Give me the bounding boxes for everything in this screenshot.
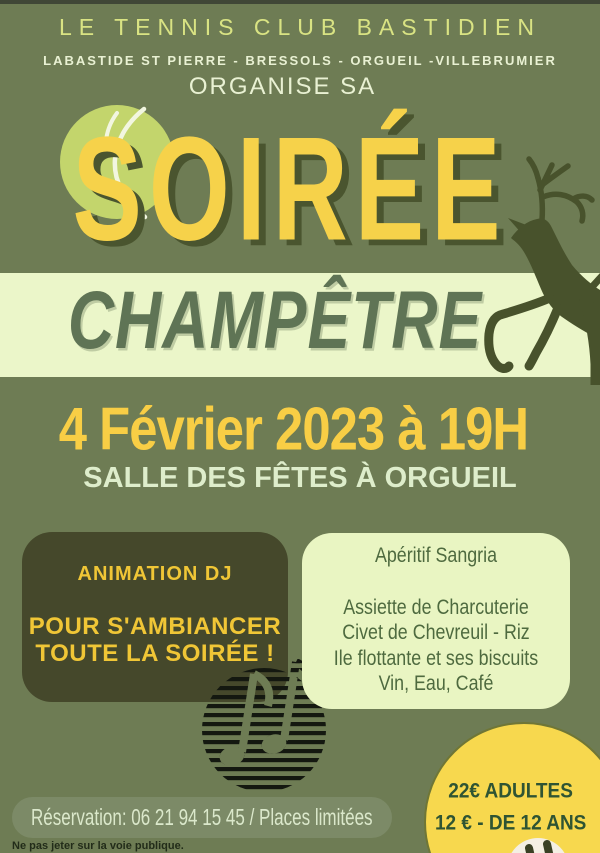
event-title: SOIRÉE [72,107,508,273]
menu-item: Vin, Eau, Café [378,672,494,695]
dj-panel-text-2: TOUTE LA SOIRÉE ! [35,640,275,667]
event-venue: SALLE DES FÊTES À ORGUEIL [83,462,517,494]
dj-panel-title: ANIMATION DJ [77,563,233,585]
event-date: 4 Février 2023 à 19H [58,395,529,463]
dj-panel-text-1: POUR S'AMBIANCER [28,613,282,640]
price-adults: 22€ ADULTES [448,779,574,803]
top-edge-strip [0,0,600,4]
price-children: 12 € - DE 12 ANS [435,811,587,835]
towns-subtitle: LABASTIDE ST PIERRE - BRESSOLS - ORGUEIL -VILLEBRUMIER [43,53,557,68]
menu-item: Ile flottante et ses biscuits [333,646,539,670]
price-bubble [424,722,600,853]
legal-notice: Ne pas jeter sur la voie publique. [12,840,184,852]
menu-item: Civet de Chevreuil - Riz [342,621,530,644]
reservation-bar [12,797,392,838]
event-subtitle: CHAMPÊTRE [67,273,483,367]
menu-panel [302,533,570,709]
menu-item: Assiette de Charcuterie [343,595,529,619]
deer-icon [455,140,600,385]
menu-item: Apéritif Sangria [374,544,498,567]
club-title: LE TENNIS CLUB BASTIDIEN [59,14,541,40]
organise-line: ORGANISE SA [188,73,377,100]
reservation-text: Réservation: 06 21 94 15 45 / Places limitées [31,804,373,830]
